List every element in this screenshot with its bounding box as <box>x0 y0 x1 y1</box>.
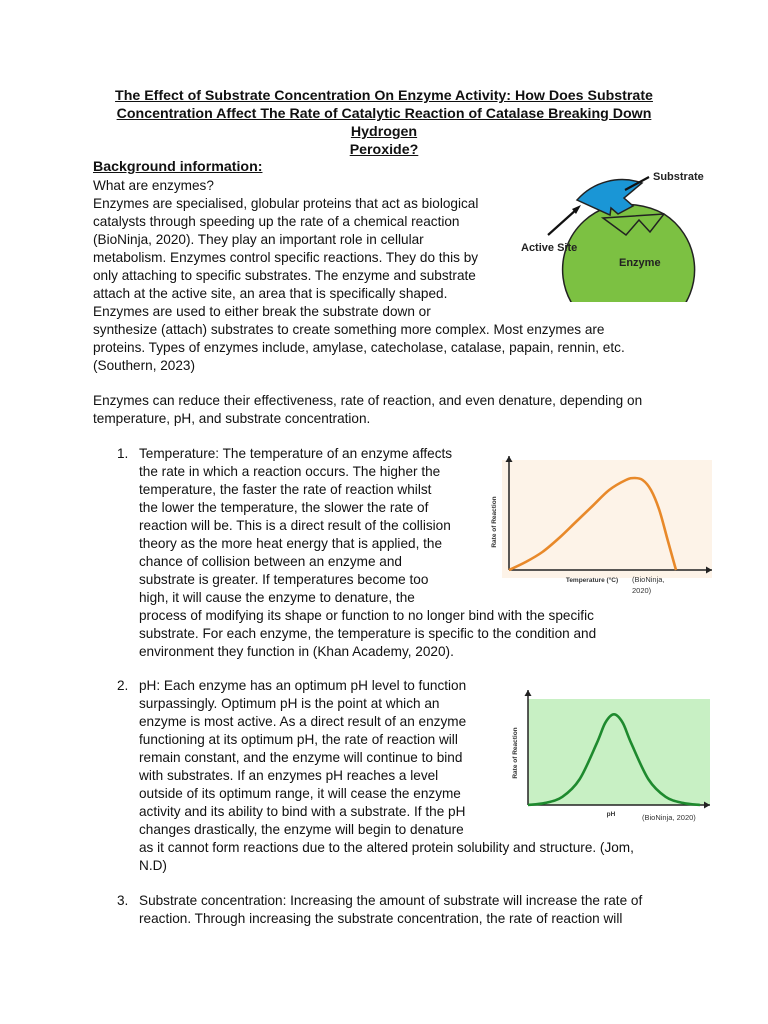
text-line: with substrates. If an enzymes pH reaches a level <box>139 768 439 783</box>
ph-chart <box>504 686 714 828</box>
chart-background <box>528 699 710 805</box>
text-line: attach at the active site, an area that is specifically shaped. <box>93 286 448 301</box>
text-line: enzyme is most active. As a direct result of an enzyme <box>139 714 467 729</box>
text-line: Temperature: The temperature of an enzyme affects <box>139 446 453 461</box>
temperature-chart <box>484 454 714 602</box>
list-number: 2. <box>117 678 129 693</box>
text-line: changes drastically, the enzyme will begin to denature <box>139 822 464 837</box>
text-line: process of modifying its shape or function to no longer bind with the specific <box>139 608 594 623</box>
text-line: (BioNinja, 2020). They play an important role in cellular <box>93 232 424 247</box>
document-title <box>86 87 682 159</box>
list-number: 1. <box>117 446 129 461</box>
text-line: high, it will cause the enzyme to denature, the <box>139 590 415 605</box>
text-line: activity and its ability to bind with a substrate. If the pH <box>139 804 466 819</box>
text-line: remain constant, and the enzyme will continue to bind <box>139 750 463 765</box>
text-line: reaction will be. This is a direct result of the collision <box>139 518 451 533</box>
substrate-label: Substrate <box>653 171 704 183</box>
background-heading: Background information: <box>93 159 263 175</box>
text-line: (Southern, 2023) <box>93 358 196 373</box>
text-line: Substrate concentration: Increasing the amount of substrate will increase the rate of <box>139 893 643 908</box>
text-line: N.D) <box>139 858 167 873</box>
text-line: catalysts through speeding up the rate of a chemical reaction <box>93 214 460 229</box>
text-line: the lower the temperature, the slower the rate of <box>139 500 429 515</box>
text-line: outside of its optimum range, it will cease the enzyme <box>139 786 461 801</box>
text-line: substrate. For each enzyme, the temperature is specific to the condition and <box>139 626 597 641</box>
text-line: surpassingly. Optimum pH is the point at which an <box>139 696 440 711</box>
text-line: What are enzymes? <box>93 178 214 193</box>
text-line: substrate is greater. If temperatures become too <box>139 572 429 587</box>
y-axis-arrow-icon <box>525 690 532 696</box>
text-line: Enzymes are specialised, globular proteins that act as biological <box>93 196 479 211</box>
active-site-pointer <box>548 209 577 235</box>
text-line: as it cannot form reactions due to the altered protein solubility and structure. (Jom, <box>139 840 634 855</box>
text-line: theory as the more heat energy that is applied, the <box>139 536 443 551</box>
y-axis-arrow-icon <box>506 456 513 462</box>
active-site-label: Active Site <box>521 242 578 254</box>
x-axis-label: Temperature (°C) <box>565 577 619 584</box>
text-line: metabolism. Enzymes control specific reactions. They do this by <box>93 250 479 265</box>
list-number: 3. <box>117 893 129 908</box>
text-line: the rate in which a reaction occurs. The higher the <box>139 464 441 479</box>
enzyme-body <box>563 205 695 302</box>
text-line: reaction. Through increasing the substrate concentration, the rate of reaction will <box>139 911 623 926</box>
text-line: environment they function in (Khan Academy, 2020). <box>139 644 454 659</box>
text-line: functioning at its optimum pH, the rate of reaction will <box>139 732 458 747</box>
title-line: The Effect of Substrate Concentration On Enzyme Activity: How Does Substrate <box>115 88 653 104</box>
text-line: temperature, pH, and substrate concentration. <box>93 411 371 426</box>
text-line: chance of collision between an enzyme and <box>139 554 402 569</box>
text-line: proteins. Types of enzymes include, amylase, catecholase, catalase, papain, rennin, etc. <box>93 340 625 355</box>
text-line: synthesize (attach) substrates to create something more complex. Most enzymes are <box>93 322 605 337</box>
enzyme-label: Enzyme <box>619 257 661 269</box>
y-axis-label: Rate of Reaction <box>491 496 498 548</box>
title-line: Concentration Affect The Rate of Catalytic Reaction of Catalase Breaking Down Hydrogen <box>116 106 652 140</box>
enzyme-diagram <box>515 162 715 302</box>
text-line: Enzymes are used to either break the substrate down or <box>93 304 431 319</box>
text-line: Enzymes can reduce their effectiveness, rate of reaction, and even denature, depending on <box>93 393 643 408</box>
text-line: temperature, the faster the rate of reaction whilst <box>139 482 432 497</box>
text-line: only attaching to specific substrates. The enzyme and substrate <box>93 268 476 283</box>
text-line: pH: Each enzyme has an optimum pH level to function <box>139 678 467 693</box>
chart-caption: (BioNinja, 2020) <box>642 813 696 822</box>
chart-background <box>502 460 712 578</box>
x-axis-label: pH <box>606 811 616 818</box>
chart-caption: 2020) <box>632 586 652 595</box>
chart-caption: (BioNinja, <box>632 575 665 584</box>
title-line: Peroxide? <box>349 142 419 158</box>
y-axis-label: Rate of Reaction <box>512 727 519 779</box>
